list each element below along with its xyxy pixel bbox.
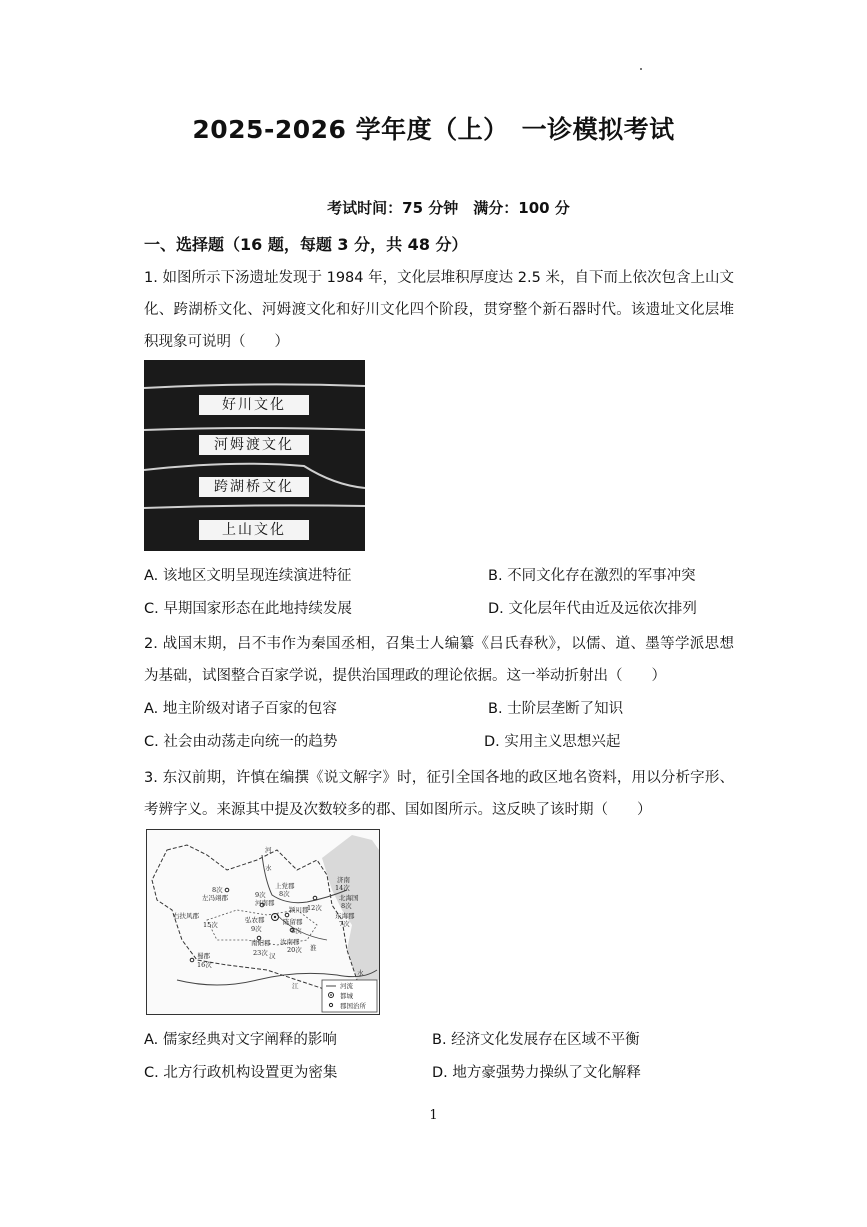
q3-option-d: D. 地方豪强势力操纵了文化解释: [432, 1065, 641, 1081]
map-label-beihai-count: 8次: [341, 902, 352, 910]
q2-option-c: C. 社会由动荡走向统一的趋势: [144, 734, 338, 750]
q2-option-d: D. 实用主义思想兴起: [484, 734, 621, 750]
map-label-nanyang: 南阳郡: [251, 939, 271, 947]
legend-capital-label: 都城: [340, 992, 353, 1000]
map-svg: [147, 830, 379, 1014]
map-label-hongnong-count: 9次: [251, 925, 262, 933]
page-title: 2025-2026 学年度（上） 一诊模拟考试: [192, 115, 675, 144]
strata-layer-haochuan: 好川文化: [199, 395, 309, 415]
q1-option-d: D. 文化层年代由近及远依次排列: [488, 601, 697, 617]
map-label-river-he-1: 河: [265, 846, 272, 854]
question-1-stem: 1. 如图所示下汤遗址发现于 1984 年，文化层堆积厚度达 2.5 米，自下而上依次包含上山文化、跨湖桥文化、河姆渡文化和好川文化四个阶段，贯穿整个新石器时代。该遗址文化层堆积现象可说明（ ）: [144, 270, 734, 350]
map-label-donghai: 东海郡: [335, 912, 355, 920]
q3-option-a: A. 儒家经典对文字阐释的影响: [144, 1032, 337, 1048]
map-label-jinan-count: 14次: [335, 884, 350, 892]
map-label-zuopingyi-count: 8次: [212, 886, 223, 894]
map-label-yingchuan-count: 12次: [307, 904, 322, 912]
map-label-chenliu: 陈留郡: [283, 918, 303, 926]
map-label-runan: 汝南郡: [280, 938, 300, 946]
question-3-stem: 3. 东汉前期，许慎在编撰《说文解字》时，征引全国各地的政区地名资料，用以分析字形、考辨字义。来源其中提及次数较多的郡、国如图所示。这反映了该时期（ ）: [144, 770, 734, 818]
q3-option-c: C. 北方行政机构设置更为密集: [144, 1065, 338, 1081]
strata-layer-hemudu: 河姆渡文化: [199, 435, 309, 455]
q1-option-b: B. 不同文化存在激烈的军事冲突: [488, 568, 696, 584]
map-label-shangdang: 上党郡: [275, 882, 295, 890]
q3-option-b: B. 经济文化发展存在区域不平衡: [432, 1032, 640, 1048]
map-label-river-han: 汉: [269, 952, 276, 960]
map-label-shu-count: 16次: [197, 961, 212, 969]
map-label-youfufeng-count: 15次: [203, 921, 218, 929]
map-label-river-huai: 淮: [310, 944, 317, 952]
q2-option-b: B. 士阶层垄断了知识: [488, 701, 624, 717]
map-label-youfufeng: 右扶风郡: [173, 912, 199, 920]
question-2-stem: 2. 战国末期，吕不韦作为秦国丞相，召集士人编纂《吕氏春秋》，以儒、道、墨等学派思想为基础，试图整合百家学说，提供治国理政的理论依据。这一举动折射出（ ）: [144, 636, 734, 684]
map-label-runan-count: 20次: [287, 946, 302, 954]
q2-option-a: A. 地主阶级对诸子百家的包容: [144, 701, 337, 717]
map-label-nanyang-count: 23次: [253, 949, 268, 957]
exam-info: 考试时间：75 分钟 满分：100 分: [327, 199, 570, 217]
map-label-river-jiang-1: 江: [292, 982, 299, 990]
strata-layer-kuahuqiao: 跨湖桥文化: [199, 477, 309, 497]
map-label-chenliu-count: 8次: [291, 927, 302, 935]
map-label-shangdang-count: 8次: [279, 890, 290, 898]
stray-dot: [640, 68, 642, 70]
map-label-river-jiang-2: 水: [357, 969, 364, 977]
map-label-henan: 河南郡: [255, 899, 275, 907]
map-label-donghai-count: 7次: [339, 920, 350, 928]
legend-river-label: 河流: [340, 982, 353, 990]
page-number: 1: [429, 1108, 438, 1123]
map-label-zuopingyi: 左冯翊郡: [202, 894, 228, 902]
section-heading: 一、选择题（16 题，每题 3 分，共 48 分）: [144, 235, 468, 254]
strata-layer-shangshan: 上山文化: [199, 520, 309, 540]
q1-option-c: C. 早期国家形态在此地持续发展: [144, 601, 352, 617]
map-label-yingchuan: 颍川郡: [289, 906, 309, 914]
map-label-jinan: 济南: [337, 876, 350, 884]
map-label-henan-count: 9次: [255, 891, 266, 899]
han-commanderies-map: [146, 829, 380, 1015]
strata-figure: [144, 360, 365, 551]
map-label-river-he-2: 水: [265, 864, 272, 872]
legend-seat-label: 郡国治所: [340, 1002, 366, 1010]
map-label-shu: 蜀郡: [197, 952, 210, 960]
map-label-beihai: 北海国: [339, 894, 359, 902]
q1-option-a: A. 该地区文明呈现连续演进特征: [144, 568, 352, 584]
map-label-hongnong: 弘农郡: [245, 916, 265, 924]
